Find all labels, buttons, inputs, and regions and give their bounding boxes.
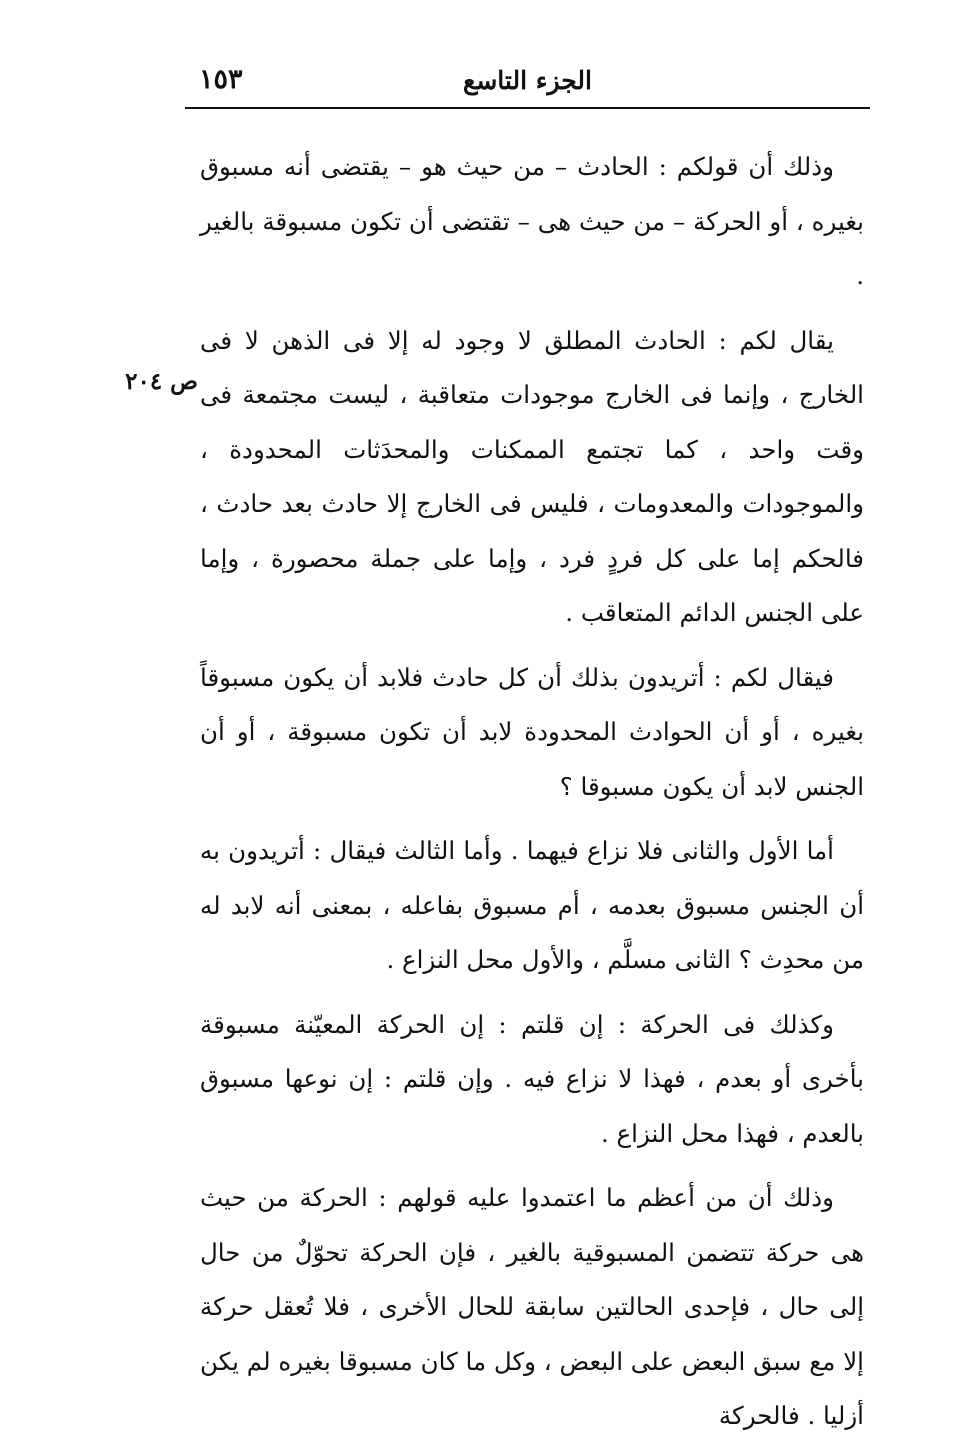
paragraph: وكذلك فى الحركة : إن قلتم : إن الحركة المعيّنة مسبوقة بأخرى أو بعدم ، فهذا لا نزاع فيه . وإن قلتم : إن نوعها مسبوق بالعدم ، فهذا محل النزاع .: [200, 1009, 864, 1148]
margin-page-reference: ص ٢٠٤: [125, 368, 198, 395]
paragraph: وذلك أن من أعظم ما اعتمدوا عليه قولهم : الحركة من حيث هى حركة تتضمن المسبوقية بالغير ، فإن الحركة تحوّلٌ من حال إلى حال ، فإحدى الحالتين سابقة للحال الأخرى ، فلا تُعقل حركة إلا مع سبق البعض على البعض ، وكل ما كان مسبوقا بغيره لم يكن أزليا . فالحركة: [200, 1183, 864, 1430]
running-title: الجزء التاسع: [463, 66, 592, 95]
paragraph: وذلك أن قولكم : الحادث – من حيث هو – يقتضى أنه مسبوق بغيره ، أو الحركة – من حيث هى – تقتضى أن تكون مسبوقة بالغير .: [200, 152, 864, 290]
paragraph: يقال لكم : الحادث المطلق لا وجود له إلا فى الذهن لا فى الخارج ، وإنما فى الخارج موجودات متعاقبة ، ليست مجتمعة فى وقت واحد ، كما تجتمع الممكنات والمحدَثات المحدودة ، والموجودات والمعدومات ، فليس فى الخارج إلا حادث بعد حادث ، فالحكم إما على كل فردٍ فرد ، وإما على جملة محصورة ، وإما على الجنس الدائم المتعاقب .: [200, 325, 864, 627]
paragraph: فيقال لكم : أتريدون بذلك أن كل حادث فلابد أن يكون مسبوقاً بغيره ، أو أن الحوادث المحدودة لابد أن تكون مسبوقة ، أو أن الجنس لابد أن يكون مسبوقا ؟: [200, 662, 864, 801]
body-text: [200, 140, 864, 1454]
header-rule: [185, 107, 870, 109]
paragraph: أما الأول والثانى فلا نزاع فيهما . وأما الثالث فيقال : أتريدون به أن الجنس مسبوق بعدمه ، أم مسبوق بفاعله ، بمعنى أنه لابد له من محدِث ؟ الثانى مسلَّم ، والأول محل النزاع .: [200, 836, 864, 974]
page-number: ١٥٣: [199, 64, 243, 95]
page-header: [185, 62, 870, 108]
